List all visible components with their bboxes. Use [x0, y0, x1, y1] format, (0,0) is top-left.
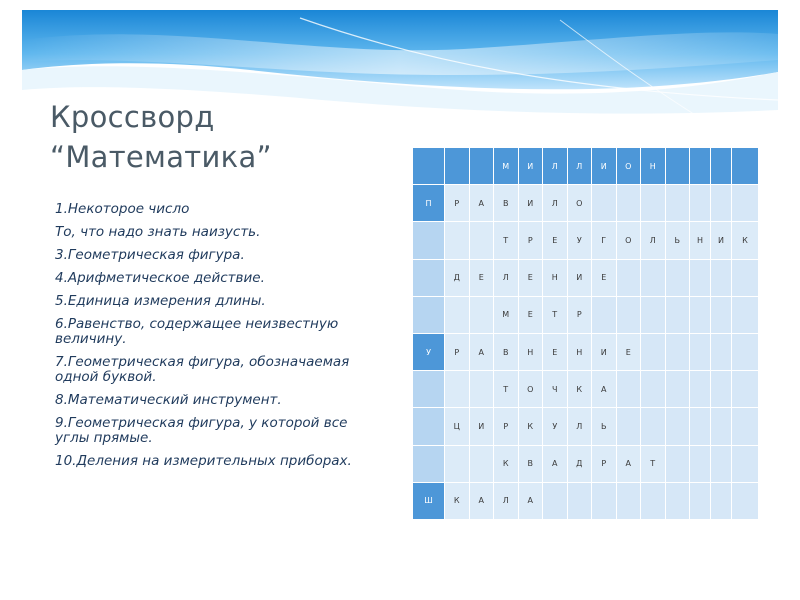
- grid-letter-cell: Е: [519, 260, 544, 297]
- grid-letter-cell: Т: [494, 371, 519, 408]
- grid-letter-cell: Е: [592, 260, 617, 297]
- grid-letter-cell: [690, 408, 711, 445]
- grid-letter-cell: Р: [445, 185, 470, 222]
- grid-letter-cell: Т: [641, 446, 666, 483]
- grid-letter-cell: [690, 483, 711, 520]
- grid-letter-cell: [617, 185, 642, 222]
- grid-letter-cell: [666, 446, 691, 483]
- grid-letter-cell: И: [519, 148, 544, 185]
- grid-letter-cell: [666, 260, 691, 297]
- slide-title: [50, 97, 272, 177]
- grid-letter-cell: [470, 148, 495, 185]
- grid-letter-cell: [711, 334, 732, 371]
- grid-letter-cell: [470, 297, 495, 334]
- grid-letter-cell: Л: [494, 483, 519, 520]
- grid-letter-cell: [732, 185, 759, 222]
- grid-lead-cell: [413, 371, 445, 408]
- grid-letter-cell: О: [617, 222, 642, 259]
- grid-lead-cell: [413, 446, 445, 483]
- grid-letter-cell: [711, 185, 732, 222]
- grid-letter-cell: [711, 446, 732, 483]
- grid-letter-cell: А: [592, 371, 617, 408]
- grid-letter-cell: Л: [568, 408, 593, 445]
- grid-letter-cell: А: [470, 483, 495, 520]
- grid-letter-cell: А: [617, 446, 642, 483]
- grid-letter-cell: Р: [519, 222, 544, 259]
- grid-letter-cell: В: [519, 446, 544, 483]
- grid-letter-cell: [732, 408, 759, 445]
- grid-letter-cell: Е: [470, 260, 495, 297]
- grid-letter-cell: Л: [543, 148, 568, 185]
- grid-letter-cell: [690, 334, 711, 371]
- clue-item: 8.Математический инструмент.: [55, 392, 282, 408]
- grid-letter-cell: М: [494, 148, 519, 185]
- grid-letter-cell: К: [732, 222, 759, 259]
- grid-letter-cell: Л: [494, 260, 519, 297]
- clue-item: 1.Некоторое число: [55, 201, 190, 217]
- grid-letter-cell: В: [494, 185, 519, 222]
- clue-item: 7.Геометрическая фигура, обозначаемая одной буквой.: [55, 354, 350, 385]
- grid-letter-cell: [470, 222, 495, 259]
- grid-letter-cell: [617, 297, 642, 334]
- grid-letter-cell: [641, 408, 666, 445]
- grid-letter-cell: [732, 446, 759, 483]
- grid-letter-cell: [690, 446, 711, 483]
- grid-letter-cell: А: [470, 334, 495, 371]
- grid-letter-cell: Л: [641, 222, 666, 259]
- grid-letter-cell: [470, 371, 495, 408]
- grid-lead-cell: [413, 297, 445, 334]
- grid-letter-cell: [641, 297, 666, 334]
- grid-letter-cell: К: [494, 446, 519, 483]
- grid-letter-cell: [445, 371, 470, 408]
- grid-letter-cell: [617, 371, 642, 408]
- grid-lead-cell: П: [413, 185, 445, 222]
- grid-letter-cell: [666, 408, 691, 445]
- grid-letter-cell: [641, 185, 666, 222]
- grid-letter-cell: Е: [617, 334, 642, 371]
- clue-list: [55, 202, 385, 477]
- grid-letter-cell: [641, 371, 666, 408]
- grid-letter-cell: [592, 185, 617, 222]
- grid-letter-cell: У: [543, 408, 568, 445]
- grid-letter-cell: [690, 148, 711, 185]
- grid-lead-cell: Ш: [413, 483, 445, 520]
- grid-letter-cell: [690, 297, 711, 334]
- grid-letter-cell: [568, 483, 593, 520]
- grid-letter-cell: Е: [543, 334, 568, 371]
- grid-letter-cell: [690, 185, 711, 222]
- grid-letter-cell: [732, 371, 759, 408]
- clue-item: 6.Равенство, содержащее неизвестную величину.: [55, 316, 339, 347]
- grid-letter-cell: [445, 446, 470, 483]
- grid-letter-cell: К: [445, 483, 470, 520]
- grid-letter-cell: Г: [592, 222, 617, 259]
- grid-letter-cell: [617, 483, 642, 520]
- grid-letter-cell: О: [568, 185, 593, 222]
- grid-letter-cell: К: [568, 371, 593, 408]
- grid-letter-cell: А: [519, 483, 544, 520]
- grid-lead-cell: [413, 260, 445, 297]
- grid-letter-cell: И: [568, 260, 593, 297]
- grid-letter-cell: [711, 297, 732, 334]
- grid-lead-cell: [413, 408, 445, 445]
- grid-letter-cell: Е: [543, 222, 568, 259]
- clue-item: 9.Геометрическая фигура, у которой все углы прямые.: [55, 415, 348, 446]
- grid-letter-cell: А: [470, 185, 495, 222]
- grid-letter-cell: [711, 408, 732, 445]
- crossword-grid: [413, 148, 759, 520]
- grid-letter-cell: [711, 148, 732, 185]
- clue-item: 4.Арифметическое действие.: [55, 270, 265, 286]
- grid-letter-cell: [711, 483, 732, 520]
- grid-letter-cell: Н: [568, 334, 593, 371]
- grid-letter-cell: И: [592, 334, 617, 371]
- grid-letter-cell: [445, 222, 470, 259]
- grid-letter-cell: [470, 446, 495, 483]
- grid-letter-cell: Л: [543, 185, 568, 222]
- grid-letter-cell: К: [519, 408, 544, 445]
- grid-letter-cell: Ч: [543, 371, 568, 408]
- grid-letter-cell: Н: [519, 334, 544, 371]
- grid-letter-cell: [732, 260, 759, 297]
- grid-letter-cell: [617, 408, 642, 445]
- grid-letter-cell: [592, 483, 617, 520]
- grid-letter-cell: О: [617, 148, 642, 185]
- grid-letter-cell: [732, 334, 759, 371]
- grid-letter-cell: Л: [568, 148, 593, 185]
- grid-letter-cell: [666, 371, 691, 408]
- grid-lead-cell: [413, 222, 445, 259]
- clue-item: 3.Геометрическая фигура.: [55, 247, 245, 263]
- grid-letter-cell: Д: [568, 446, 593, 483]
- grid-letter-cell: В: [494, 334, 519, 371]
- grid-letter-cell: [732, 148, 759, 185]
- grid-letter-cell: [666, 334, 691, 371]
- grid-letter-cell: И: [592, 148, 617, 185]
- grid-letter-cell: [543, 483, 568, 520]
- grid-letter-cell: Н: [543, 260, 568, 297]
- grid-letter-cell: Ь: [666, 222, 691, 259]
- grid-letter-cell: [690, 260, 711, 297]
- grid-letter-cell: А: [543, 446, 568, 483]
- grid-letter-cell: Т: [543, 297, 568, 334]
- grid-letter-cell: [666, 185, 691, 222]
- grid-letter-cell: [617, 260, 642, 297]
- grid-letter-cell: [592, 297, 617, 334]
- grid-lead-cell: У: [413, 334, 445, 371]
- grid-letter-cell: Д: [445, 260, 470, 297]
- grid-letter-cell: Ц: [445, 408, 470, 445]
- grid-letter-cell: Н: [641, 148, 666, 185]
- clue-item: То, что надо знать наизусть.: [55, 224, 261, 240]
- title-line-1: Кроссворд: [50, 100, 215, 134]
- grid-letter-cell: [732, 297, 759, 334]
- grid-letter-cell: О: [519, 371, 544, 408]
- grid-letter-cell: И: [470, 408, 495, 445]
- grid-letter-cell: Н: [690, 222, 711, 259]
- grid-letter-cell: [711, 260, 732, 297]
- grid-letter-cell: Р: [445, 334, 470, 371]
- grid-letter-cell: [711, 371, 732, 408]
- grid-letter-cell: Р: [494, 408, 519, 445]
- grid-letter-cell: [641, 334, 666, 371]
- grid-letter-cell: [666, 297, 691, 334]
- grid-letter-cell: Ь: [592, 408, 617, 445]
- clue-item: 5.Единица измерения длины.: [55, 293, 266, 309]
- clue-item: 10.Деления на измерительных приборах.: [55, 453, 352, 469]
- grid-letter-cell: Р: [592, 446, 617, 483]
- grid-letter-cell: И: [711, 222, 732, 259]
- grid-letter-cell: [445, 148, 470, 185]
- grid-lead-cell: [413, 148, 445, 185]
- title-line-2: “Математика”: [50, 140, 272, 174]
- grid-letter-cell: М: [494, 297, 519, 334]
- grid-letter-cell: Е: [519, 297, 544, 334]
- grid-letter-cell: [732, 483, 759, 520]
- grid-letter-cell: [445, 297, 470, 334]
- grid-letter-cell: [641, 483, 666, 520]
- grid-letter-cell: Р: [568, 297, 593, 334]
- grid-letter-cell: [690, 371, 711, 408]
- grid-letter-cell: Т: [494, 222, 519, 259]
- grid-letter-cell: [666, 148, 691, 185]
- grid-letter-cell: И: [519, 185, 544, 222]
- grid-letter-cell: [641, 260, 666, 297]
- grid-letter-cell: У: [568, 222, 593, 259]
- grid-letter-cell: [666, 483, 691, 520]
